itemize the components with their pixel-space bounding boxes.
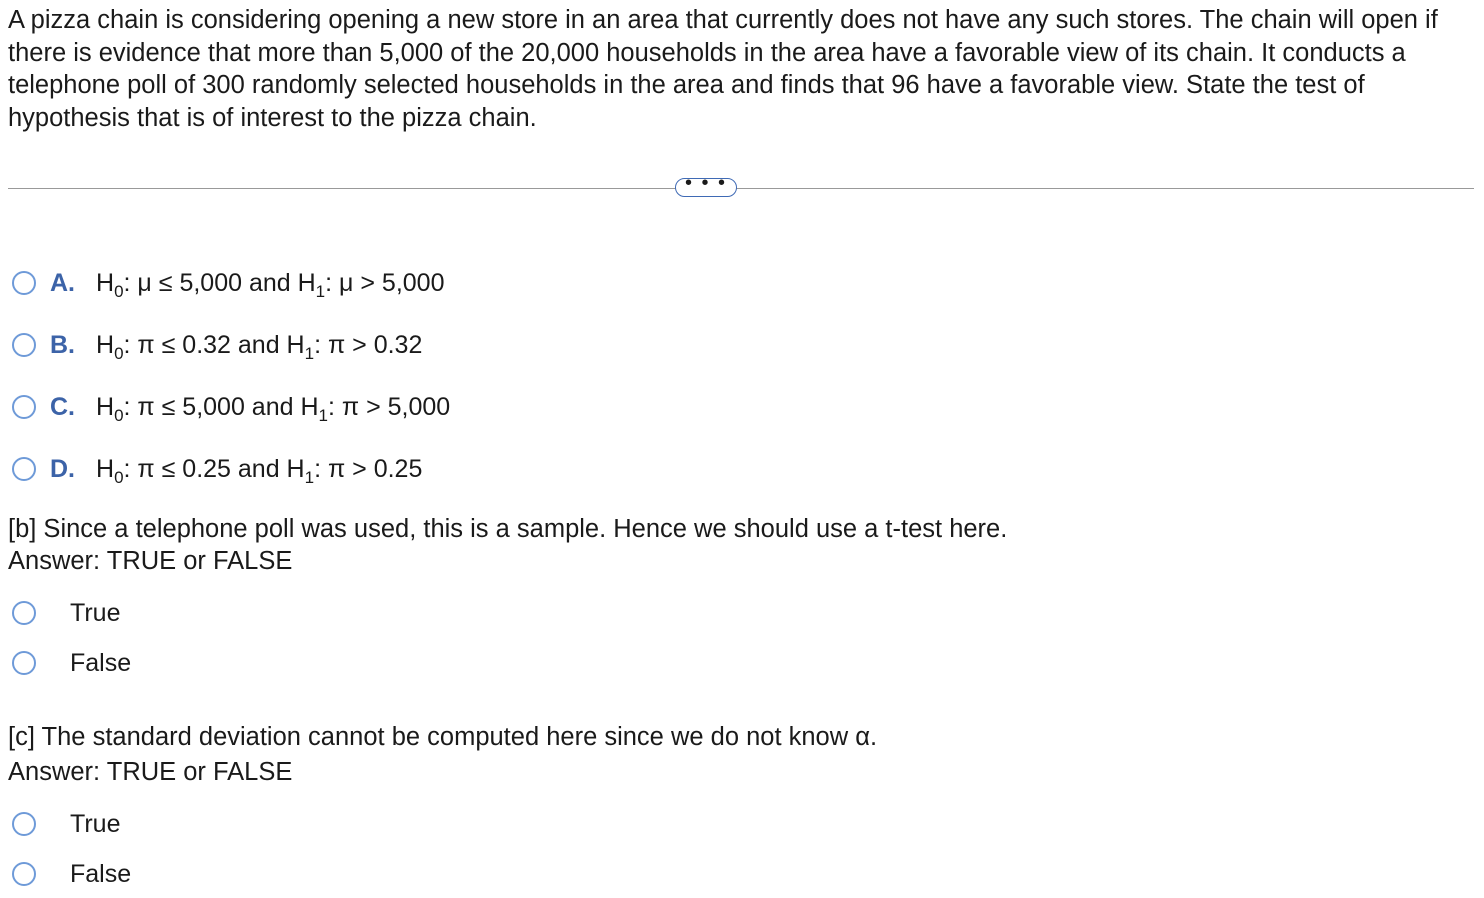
option-text: $H_0$: π ≤ 0.25 and $H_1$: π > 0.25 <box>96 455 423 487</box>
part-c-statement: [c] The standard deviation cannot be computed here since we do not know α. <box>8 723 878 751</box>
option-letter: C. <box>50 393 75 421</box>
radio-part-b-true[interactable] <box>12 601 36 625</box>
ellipsis-icon: • • • <box>684 172 728 194</box>
option-text: $H_0$: μ ≤ 5,000 and $H_1$: μ > 5,000 <box>96 269 445 301</box>
radio-option-a[interactable] <box>12 271 36 295</box>
radio-part-c-false[interactable] <box>12 862 36 886</box>
part-b-answer-prompt: Answer: TRUE or FALSE <box>8 547 293 575</box>
option-letter: B. <box>50 331 75 359</box>
radio-option-d[interactable] <box>12 457 36 481</box>
radio-option-b[interactable] <box>12 333 36 357</box>
radio-part-b-false[interactable] <box>12 651 36 675</box>
radio-part-c-true[interactable] <box>12 812 36 836</box>
option-text: $H_0$: π ≤ 0.32 and $H_1$: π > 0.32 <box>96 331 423 363</box>
expand-more-button[interactable] <box>675 172 737 197</box>
choice-label: False <box>70 649 132 677</box>
option-letter: D. <box>50 455 75 483</box>
part-c-answer-prompt: Answer: TRUE or FALSE <box>8 758 293 786</box>
part-b-statement: [b] Since a telephone poll was used, this is a sample. Hence we should use a t-test here. <box>8 515 1008 543</box>
section-divider <box>8 188 1474 189</box>
option-text: $H_0$: π ≤ 5,000 and $H_1$: π > 5,000 <box>96 393 451 425</box>
option-letter: A. <box>50 269 75 297</box>
question-text: A pizza chain is considering opening a new store in an area that currently does not have any such stores. The chain will open if there is evidence that more than 5,000 of the 20,000 households in the area have a favorable view of its chain. It conducts a telephone poll of 300 randomly selected households in the area and finds that 96 have a favorable view. State the test of hypothesis that is of interest to the pizza chain. <box>8 6 1438 132</box>
choice-label: True <box>70 599 121 627</box>
choice-label: False <box>70 860 132 888</box>
choice-label: True <box>70 810 121 838</box>
radio-option-c[interactable] <box>12 395 36 419</box>
